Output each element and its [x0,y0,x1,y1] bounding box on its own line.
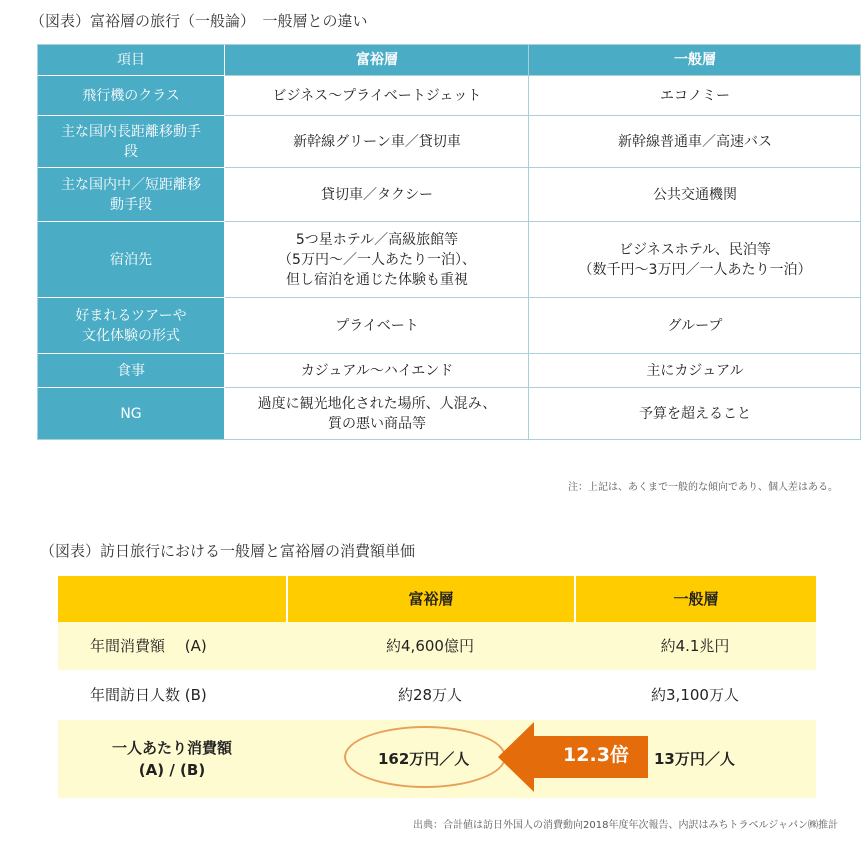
table2-header-cell [58,576,286,622]
table1-cell-flight-class-label: 飛行機のクラス [37,76,225,116]
table1-cell-flight-class-wealthy: ビジネス～プライベートジェット [225,76,529,116]
table1-cell-long-distance-general: 新幹線普通車／高速バス [529,116,861,168]
table1-cell-lodging-label: 宿泊先 [37,222,225,298]
table1-cell-lodging-wealthy: 5つ星ホテル／高級旅館等 （5万円～／一人あたり一泊）、 但し宿泊を通じた体験も重視 [225,222,529,298]
table1-cell-ng-wealthy: 過度に観光地化された場所、人混み、 質の悪い商品等 [225,388,529,440]
table1-cell-short-distance-wealthy: 貸切車／タクシー [225,168,529,222]
table1-cell-tour-format-wealthy: プライベート [225,298,529,354]
table2-title: （図表）訪日旅行における一般層と富裕層の消費額単価 [40,542,416,560]
table1-cell-short-distance-general: 公共交通機関 [529,168,861,222]
ratio-label: 12.3倍 [563,744,629,766]
table2-cell-annual-spend-general: 約4.1兆円 [574,622,816,670]
table1-cell-ng-general: 予算を超えること [529,388,861,440]
table1-title: （図表）富裕層の旅行（一般論） 一般層との違い [30,12,368,30]
table1-note: 注：上記は、あくまで一般的な傾向であり、個人差はある。 [568,482,838,493]
table2-cell-per-person-spend-wealthy: 162万円／人 [286,720,574,798]
table2-source-note: 出典：合計値は訪日外国人の消費動向2018年度年次報告、内訳はみちトラベルジャパン㈱推計 [413,820,838,831]
table2-header-cell: 一般層 [574,576,816,622]
table2-cell-annual-visitors-label: 年間訪日人数 (B) [58,670,286,720]
table1-cell-long-distance-label: 主な国内長距離移動手 段 [37,116,225,168]
table1-cell-tour-format-label: 好まれるツアーや 文化体験の形式 [37,298,225,354]
table1-header-cell: 一般層 [529,44,861,76]
table1-cell-short-distance-label: 主な国内中／短距離移 動手段 [37,168,225,222]
table1-cell-flight-class-general: エコノミー [529,76,861,116]
table2-header-cell: 富裕層 [286,576,574,622]
table1-header-cell: 富裕層 [225,44,529,76]
table1-cell-ng-label: NG [37,388,225,440]
table1-cell-meals-label: 食事 [37,354,225,388]
highlight-ellipse [344,726,506,788]
table2-cell-annual-spend-wealthy: 約4,600億円 [286,622,574,670]
table1-cell-tour-format-general: グループ [529,298,861,354]
table2-cell-per-person-spend-general: 13万円／人 [574,720,816,798]
table1-cell-meals-general: 主にカジュアル [529,354,861,388]
table1-column-divider [224,44,225,440]
table1-cell-lodging-general: ビジネスホテル、民泊等 （数千円～3万円／一人あたり一泊） [529,222,861,298]
table2-cell-annual-spend-label: 年間消費額 (A) [58,622,286,670]
table1-cell-meals-wealthy: カジュアル～ハイエンド [225,354,529,388]
table1-column-divider [528,44,529,440]
table2-cell-per-person-spend-label: 一人あたり消費額 (A) / (B) [58,720,286,798]
table2-cell-annual-visitors-general: 約3,100万人 [574,670,816,720]
table2-cell-annual-visitors-wealthy: 約28万人 [286,670,574,720]
comparison-table [37,44,861,440]
table1-header-cell: 項目 [37,44,225,76]
table1-cell-long-distance-wealthy: 新幹線グリーン車／貸切車 [225,116,529,168]
